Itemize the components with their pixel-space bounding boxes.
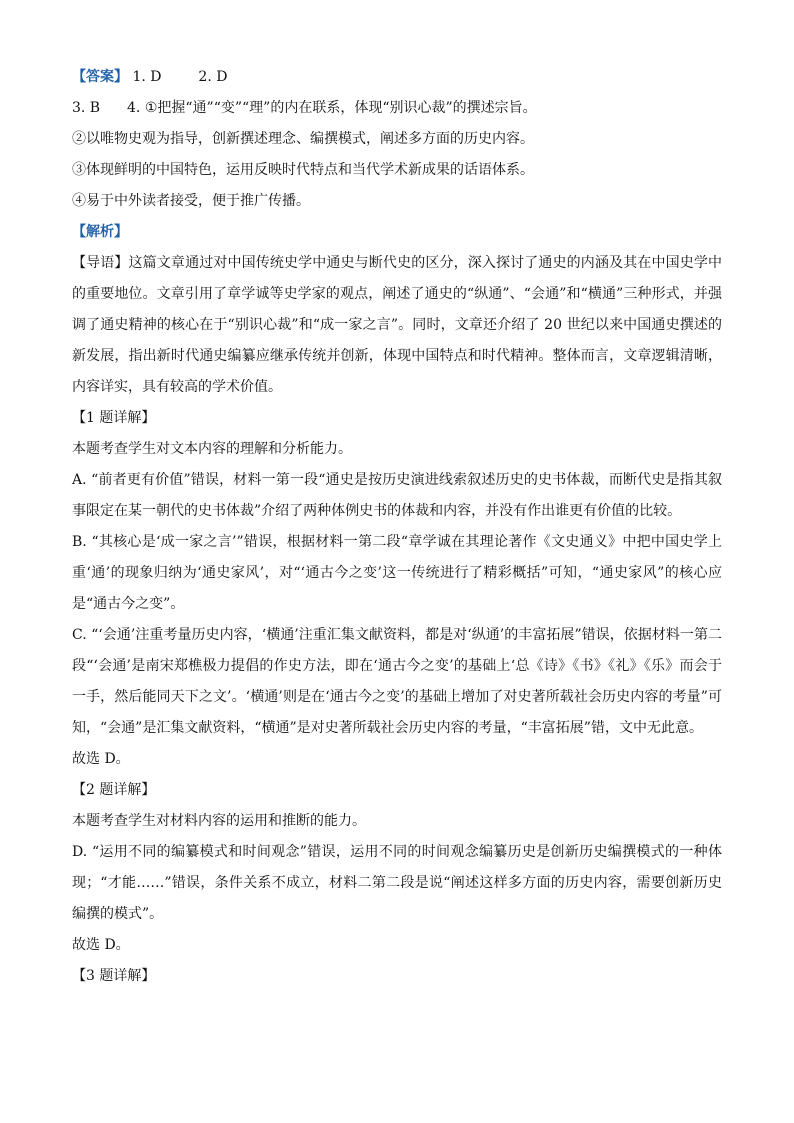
answer-point-3: ③体现鲜明的中国特色，运用反映时代特点和当代学术新成果的话语体系。 — [72, 162, 534, 178]
answer-point-2: ②以唯物史观为指导，创新撰述理念、编撰模式，阐述多方面的历史内容。 — [72, 131, 534, 147]
q1-option-c: C. “‘会通’注重考量历史内容，‘横通’注重汇集文献资料，都是对‘纵通’的丰富拓展”错误，依据材料一第二段“‘会通’是南宋郑樵极力提倡的作史方法，即在‘通古今之变’的基础上‘总《诗》《书》《礼》《乐》而会于一手，然后能同天下之文’。‘横通’则是在‘通古今之变’的基础上增加了对史著所载社会历史内容的考量”可知，“会通”是汇集文献资料，“横通”是对史著所载社会历史内容的考量，“丰富拓展”错，文中无此意。 — [72, 627, 722, 736]
answer-point-4: ④易于中外读者接受，便于推广传播。 — [72, 193, 310, 209]
answer-q2: 2. D — [198, 69, 228, 85]
q1-option-a: A. “前者更有价值”错误，材料一第一段“通史是按历史演进线索叙述历史的史书体裁，而断代史是指其叙事限定在某一朝代的史书体裁”介绍了两种体例史书的体裁和内容，并没有作出谁更有价值的比较。 — [72, 472, 722, 519]
q1-detail-intro: 本题考查学生对文本内容的理解和分析能力。 — [72, 441, 352, 457]
answer-line-1 — [72, 62, 722, 93]
document-page — [72, 62, 722, 992]
q2-detail-intro: 本题考查学生对材料内容的运用和推断的能力。 — [72, 813, 366, 829]
q2-detail-heading: 【2 题详解】 — [72, 782, 156, 798]
answer-q4-intro: 4. ①把握“通”“变”“理”的内在联系，体现“别识心裁”的撰述宗旨。 — [127, 100, 537, 116]
q1-option-b: B. “其核心是‘成一家之言’”错误，根据材料一第二段“章学诚在其理论著作《文史通义》中把中国史学上重‘通’的现象归纳为‘通史家风’，对“‘通古今之变’这一传统进行了精彩概括”可知，“通史家风”的核心应是“通古今之变”。 — [72, 534, 722, 612]
guide-paragraph: 【导语】这篇文章通过对中国传统史学中通史与断代史的区分，深入探讨了通史的内涵及其在中国史学中的重要地位。文章引用了章学诚等史学家的观点，阐述了通史的“纵通”、“会通”和“横通”三种形式，并强调了通史精神的核心在于“别识心裁”和“成一家之言”。同时，文章还介绍了 20 世纪以来中国通史撰述的新发展，指出新时代通史编纂应继承传统并创新，体现中国特点和时代精神。整体而言，文章逻辑清晰，内容详实，具有较高的学术价值。 — [72, 255, 722, 395]
q1-detail-heading: 【1 题详解】 — [72, 410, 156, 426]
answer-q1: 1. D — [132, 69, 162, 85]
analysis-label: 【解析】 — [72, 224, 128, 240]
q2-conclusion: 故选 D。 — [72, 937, 130, 953]
answer-q3: 3. B — [72, 100, 101, 116]
q3-detail-heading: 【3 题详解】 — [72, 968, 156, 984]
answer-label: 【答案】 — [72, 69, 128, 85]
answer-line-2 — [72, 93, 722, 124]
q2-option-d: D. “运用不同的编纂模式和时间观念”错误，运用不同的时间观念编纂历史是创新历史编撰模式的一种体现；“才能……”错误，条件关系不成立，材料二第二段是说“阐述这样多方面的历史内容，需要创新历史编撰的模式”。 — [72, 844, 722, 922]
q1-conclusion: 故选 D。 — [72, 751, 130, 767]
